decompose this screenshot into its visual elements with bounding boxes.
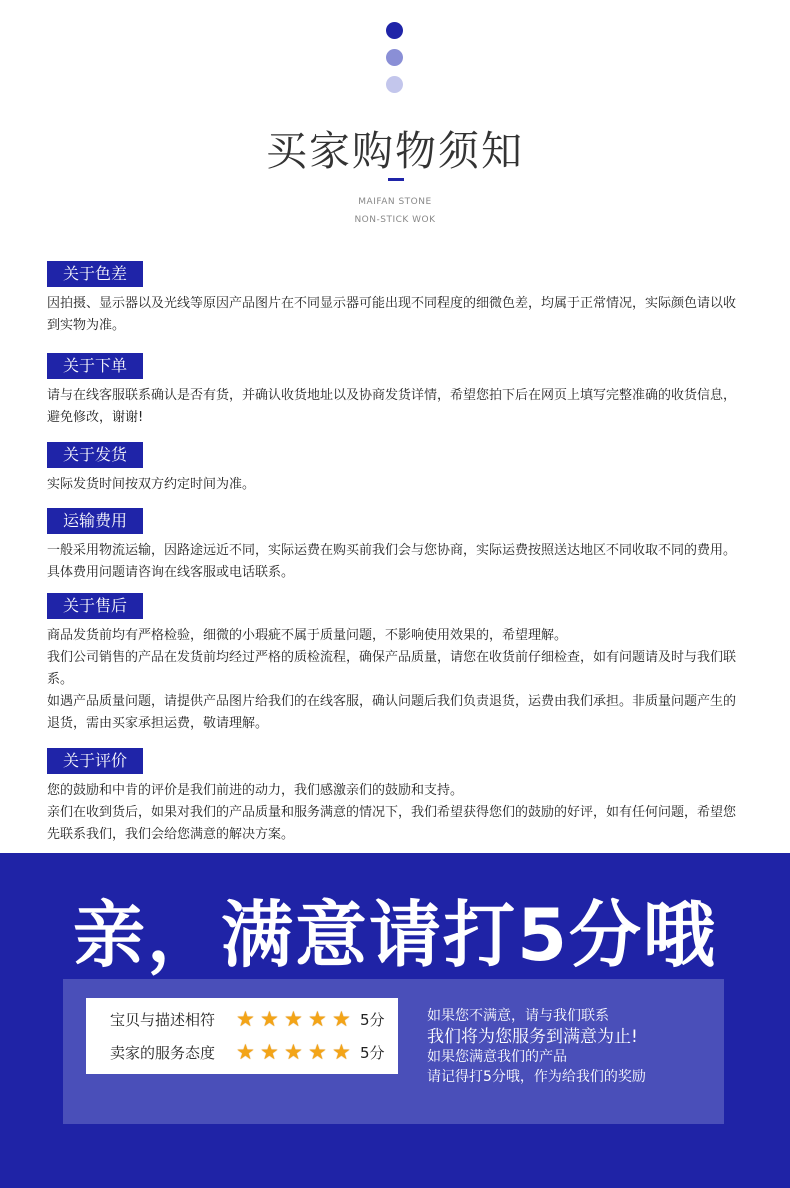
- section-text: 如遇产品质量问题，请提供产品图片给我们的在线客服，确认问题后我们负责退货，运费由我们承担。非质量问题产生的退货，需由买家承担运费，敬请理解。: [47, 694, 737, 731]
- section-reviews: [47, 748, 747, 846]
- rating-box: [86, 998, 398, 1074]
- section-text: 实际发货时间按双方约定时间为准。: [47, 477, 256, 492]
- section-after-sales: [47, 593, 747, 735]
- page-title: 买家购物须知: [266, 127, 524, 175]
- star-rating: [236, 1040, 356, 1064]
- section-freight: [47, 508, 747, 584]
- rating-label: 卖家的服务态度: [110, 1043, 216, 1062]
- note-line: 如果您不满意，请与我们联系: [427, 1008, 609, 1024]
- section-text: 一般采用物流运输，因路途远近不同，实际运费在购买前我们会与您协商，实际运费按照送达地区不同收取不同的费用。具体费用问题请咨询在线客服或电话联系。: [47, 543, 737, 580]
- rating-panel: [63, 979, 724, 1124]
- banner-title: 亲，满意请打5分哦: [72, 893, 718, 977]
- star-icon: ★: [308, 1007, 327, 1031]
- star-rating: [236, 1007, 356, 1031]
- section-tag: 关于评价: [47, 748, 143, 774]
- star-icon: ★: [284, 1040, 303, 1064]
- star-icon: ★: [236, 1007, 255, 1031]
- section-text: 您的鼓励和中肯的评价是我们前进的动力，我们感激亲们的鼓励和支持。: [47, 783, 464, 798]
- note-line: 如果您满意我们的产品: [427, 1049, 567, 1065]
- rating-label: 宝贝与描述相符: [110, 1010, 216, 1029]
- decorative-dots: [386, 22, 404, 103]
- star-icon: ★: [332, 1040, 351, 1064]
- section-text: 因拍摄、显示器以及光线等原因产品图片在不同显示器可能出现不同程度的细微色差，均属于正常情况，实际颜色请以收到实物为准。: [47, 296, 737, 333]
- rating-row-service: [110, 1040, 385, 1064]
- star-icon: ★: [260, 1040, 279, 1064]
- section-text: 我们公司销售的产品在发货前均经过严格的质检流程，确保产品质量，请您在收货前仔细检查，如有问题请及时与我们联系。: [47, 650, 737, 687]
- section-tag: 关于发货: [47, 442, 143, 468]
- star-icon: ★: [308, 1040, 327, 1064]
- note-line: 我们将为您服务到满意为止!: [427, 1027, 638, 1047]
- section-shipping: [47, 442, 747, 496]
- section-color-difference: [47, 261, 747, 337]
- dot-medium: [386, 49, 403, 66]
- rating-score: 5分: [360, 1010, 385, 1029]
- section-text: 请与在线客服联系确认是否有货，并确认收货地址以及协商发货详情，希望您拍下后在网页上填写完整准确的收货信息，避免修改，谢谢!: [47, 388, 737, 425]
- subtitle-line1: MAIFAN STONE: [358, 197, 432, 207]
- dot-light: [386, 76, 403, 93]
- section-ordering: [47, 353, 747, 429]
- rating-row-description: [110, 1007, 385, 1031]
- rating-score: 5分: [360, 1043, 385, 1062]
- star-icon: ★: [236, 1040, 255, 1064]
- section-tag: 关于售后: [47, 593, 143, 619]
- title-underline: [388, 178, 404, 181]
- star-icon: ★: [284, 1007, 303, 1031]
- section-text: 亲们在收到货后，如果对我们的产品质量和服务满意的情况下，我们希望获得您们的鼓励的好评，如有任何问题，希望您先联系我们，我们会给您满意的解决方案。: [47, 805, 737, 842]
- rating-banner: [0, 853, 790, 1188]
- section-tag: 关于下单: [47, 353, 143, 379]
- star-icon: ★: [332, 1007, 351, 1031]
- subtitle-line2: NON-STICK WOK: [354, 215, 436, 225]
- dot-dark: [386, 22, 403, 39]
- rating-notes: [427, 1006, 646, 1088]
- star-icon: ★: [260, 1007, 279, 1031]
- note-line: 请记得打5分哦，作为给我们的奖励: [427, 1069, 646, 1085]
- section-text: 商品发货前均有严格检验，细微的小瑕疵不属于质量问题，不影响使用效果的，希望理解。: [47, 628, 568, 643]
- section-tag: 运输费用: [47, 508, 143, 534]
- section-tag: 关于色差: [47, 261, 143, 287]
